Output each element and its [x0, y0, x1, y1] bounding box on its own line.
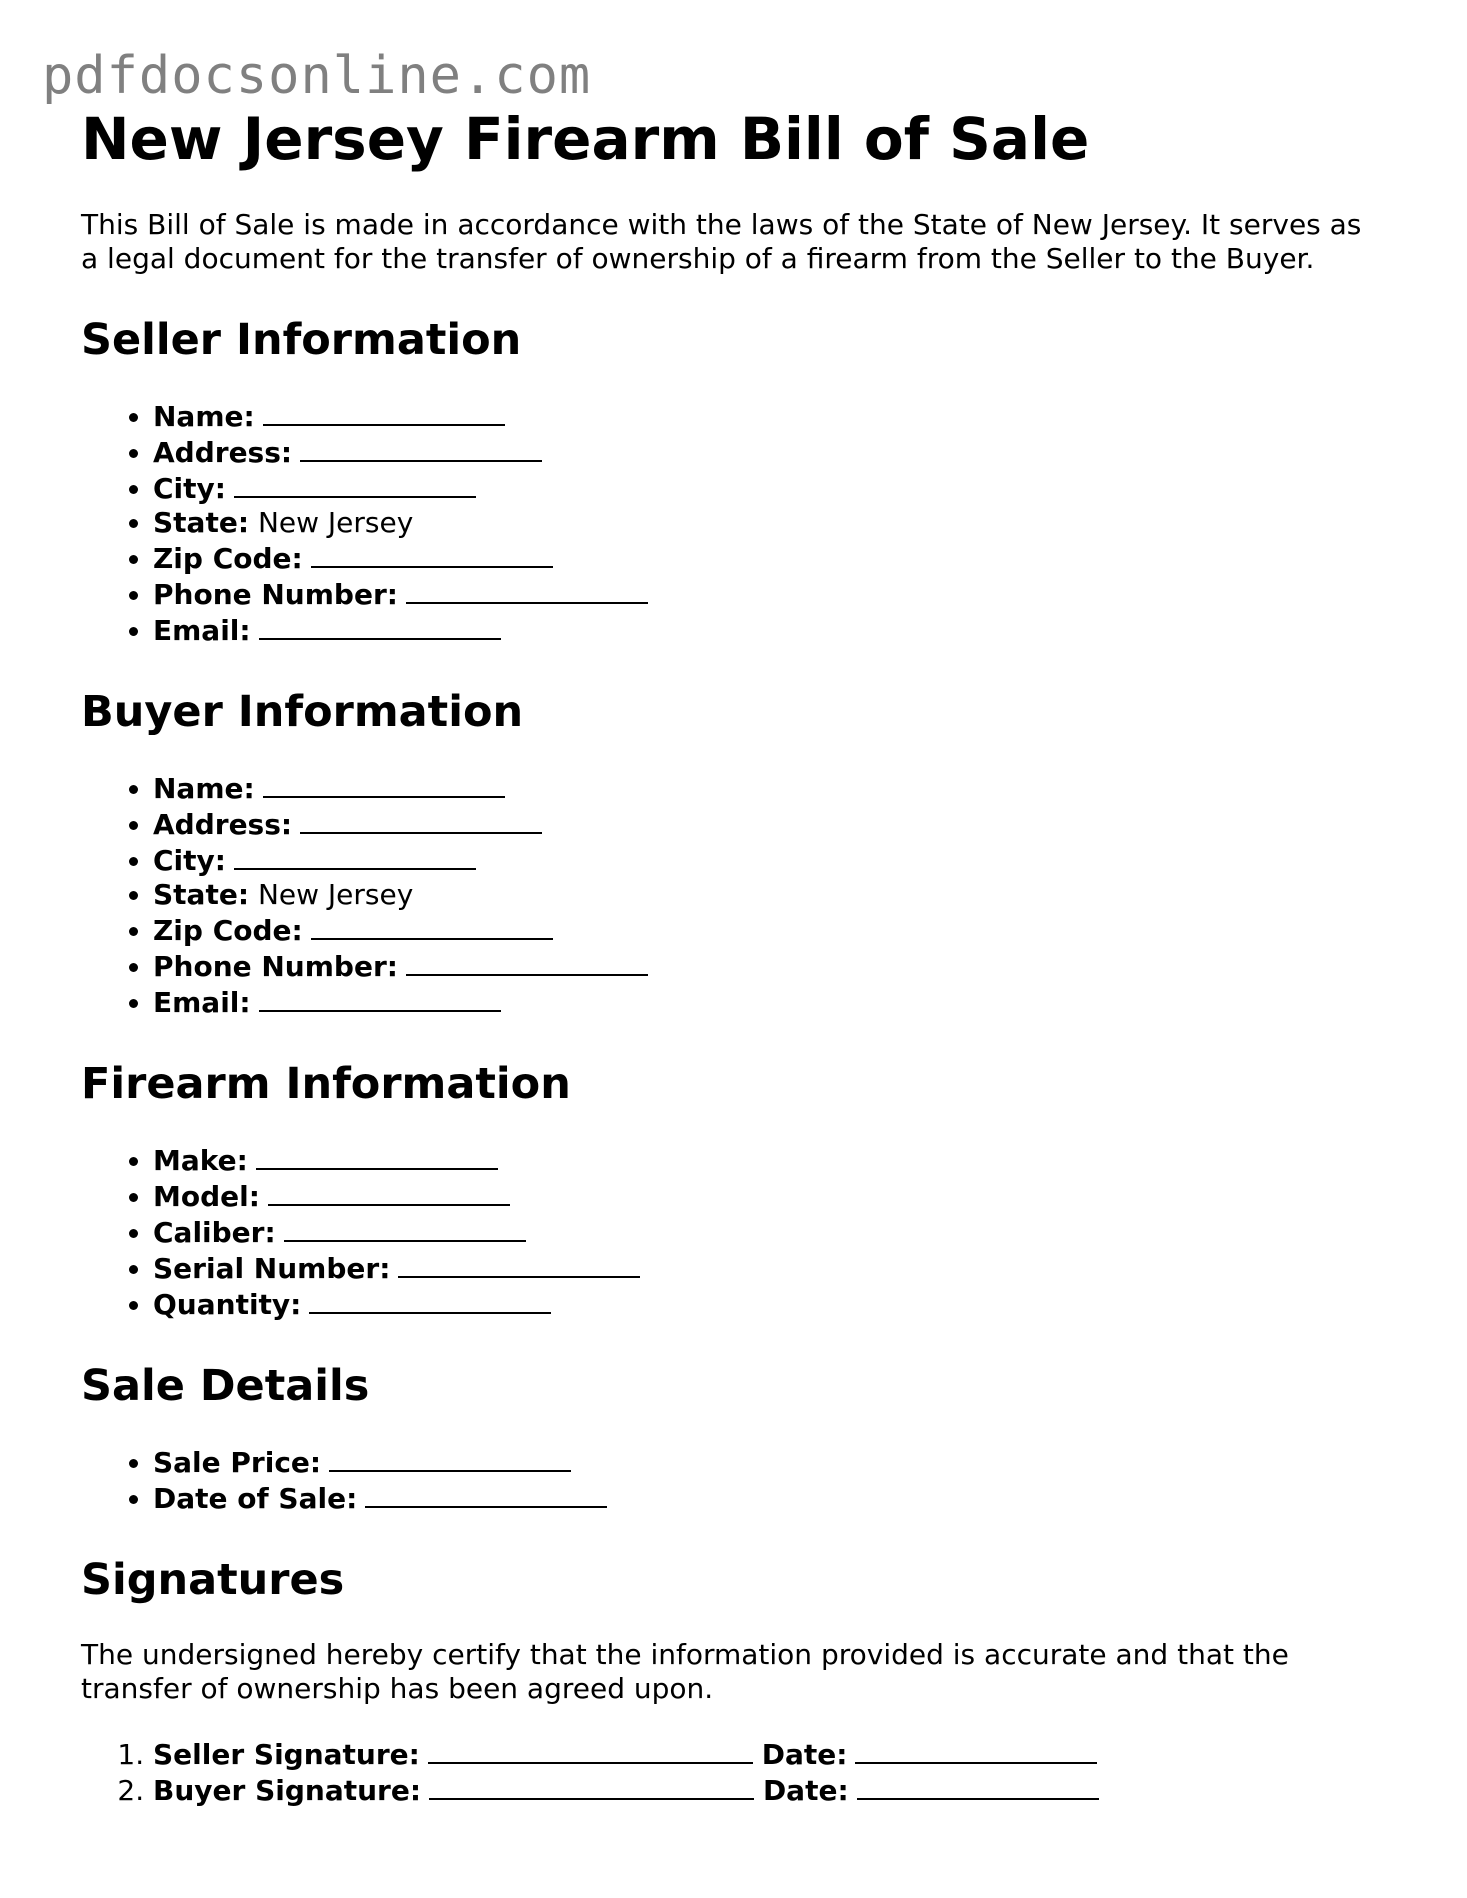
buyer-email-item: [153, 984, 1381, 1020]
field-label: Email:: [153, 986, 251, 1019]
firearm-heading: Firearm Information: [81, 1059, 571, 1109]
buyer-zip-item: [153, 912, 1381, 948]
sale-price-item: [153, 1444, 1381, 1480]
seller-email-item: [153, 612, 1381, 648]
seller-phone-item: [153, 576, 1381, 612]
document-title: New Jersey Firearm Bill of Sale: [81, 105, 1090, 173]
seller-address-blank[interactable]: [300, 434, 542, 462]
field-label: Date of Sale:: [153, 1482, 358, 1515]
field-label: Phone Number:: [153, 578, 398, 611]
buyer-email-blank[interactable]: [259, 984, 501, 1012]
seller-email-blank[interactable]: [259, 612, 501, 640]
seller-signature-item: [153, 1736, 1381, 1772]
document-page: [81, 100, 1381, 1808]
buyer-signature-item: [153, 1772, 1381, 1808]
field-label: Caliber:: [153, 1216, 276, 1249]
buyer-city-item: [153, 842, 1381, 878]
field-label: Address:: [153, 808, 293, 841]
firearm-make-item: [153, 1142, 1381, 1178]
firearm-model-item: [153, 1178, 1381, 1214]
signature-list: [81, 1736, 1381, 1808]
buyer-phone-item: [153, 948, 1381, 984]
seller-state-item: [153, 506, 1381, 540]
buyer-state-value: New Jersey: [257, 878, 414, 911]
seller-state-value: New Jersey: [257, 506, 414, 539]
firearm-quantity-item: [153, 1286, 1381, 1322]
seller-name-blank[interactable]: [263, 398, 505, 426]
field-label: Zip Code:: [153, 914, 303, 947]
field-label: Buyer Signature:: [153, 1774, 422, 1807]
field-label: Zip Code:: [153, 542, 303, 575]
seller-date-blank[interactable]: [855, 1736, 1097, 1764]
field-label: Serial Number:: [153, 1252, 391, 1285]
firearm-caliber-blank[interactable]: [284, 1214, 526, 1242]
firearm-serial-item: [153, 1250, 1381, 1286]
seller-field-list: [81, 398, 1381, 648]
firearm-serial-blank[interactable]: [398, 1250, 640, 1278]
field-label: State:: [153, 506, 250, 539]
sale-price-blank[interactable]: [329, 1444, 571, 1472]
sale-heading: Sale Details: [81, 1361, 370, 1411]
signatures-paragraph: The undersigned hereby certify that the information provided is accurate and that the transfer of ownership has been agreed upon.: [81, 1638, 1289, 1705]
field-label: Phone Number:: [153, 950, 398, 983]
field-label: Seller Signature:: [153, 1738, 420, 1771]
field-label: City:: [153, 844, 226, 877]
firearm-caliber-item: [153, 1214, 1381, 1250]
firearm-field-list: [81, 1142, 1381, 1322]
sale-field-list: [81, 1444, 1381, 1516]
buyer-signature-blank[interactable]: [429, 1772, 754, 1800]
field-label: Date:: [762, 1774, 849, 1807]
seller-name-item: [153, 398, 1381, 434]
field-label: Email:: [153, 614, 251, 647]
buyer-field-list: [81, 770, 1381, 1020]
firearm-quantity-blank[interactable]: [309, 1286, 551, 1314]
signatures-heading: Signatures: [81, 1555, 345, 1605]
seller-phone-blank[interactable]: [406, 576, 648, 604]
buyer-address-blank[interactable]: [300, 806, 542, 834]
firearm-make-blank[interactable]: [256, 1142, 498, 1170]
seller-zip-blank[interactable]: [311, 540, 553, 568]
buyer-city-blank[interactable]: [234, 842, 476, 870]
watermark: pdfdocsonline.com: [42, 46, 592, 106]
buyer-name-blank[interactable]: [263, 770, 505, 798]
seller-heading: Seller Information: [81, 315, 522, 365]
buyer-heading: Buyer Information: [81, 687, 524, 737]
field-label: Model:: [153, 1180, 260, 1213]
sale-date-blank[interactable]: [365, 1480, 607, 1508]
buyer-address-item: [153, 806, 1381, 842]
buyer-state-item: [153, 878, 1381, 912]
seller-city-item: [153, 470, 1381, 506]
field-label: Sale Price:: [153, 1446, 322, 1479]
sale-date-item: [153, 1480, 1381, 1516]
seller-zip-item: [153, 540, 1381, 576]
seller-signature-blank[interactable]: [428, 1736, 753, 1764]
seller-address-item: [153, 434, 1381, 470]
field-label: Quantity:: [153, 1288, 302, 1321]
buyer-zip-blank[interactable]: [311, 912, 553, 940]
field-label: City:: [153, 472, 226, 505]
field-label: Address:: [153, 436, 293, 469]
field-label: Name:: [153, 772, 255, 805]
field-label: Make:: [153, 1144, 248, 1177]
buyer-date-blank[interactable]: [857, 1772, 1099, 1800]
field-label: State:: [153, 878, 250, 911]
field-label: Date:: [761, 1738, 848, 1771]
intro-paragraph: This Bill of Sale is made in accordance with the laws of the State of New Jersey. It serves as a legal document for the transfer of ownership of a firearm from the Seller to the Buyer.: [81, 208, 1362, 275]
buyer-phone-blank[interactable]: [406, 948, 648, 976]
seller-city-blank[interactable]: [234, 470, 476, 498]
buyer-name-item: [153, 770, 1381, 806]
field-label: Name:: [153, 400, 255, 433]
firearm-model-blank[interactable]: [268, 1178, 510, 1206]
